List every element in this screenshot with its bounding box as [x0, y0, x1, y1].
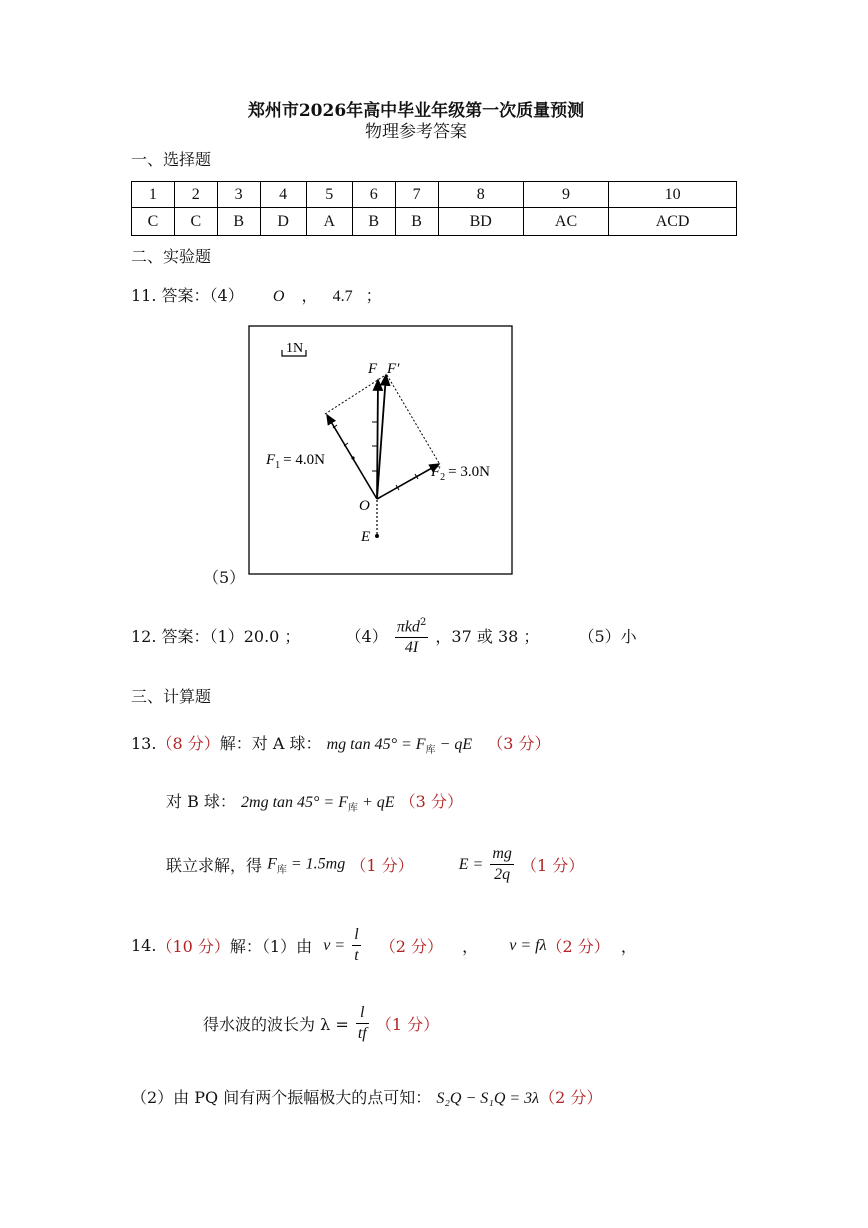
q13-num: 13. [131, 734, 157, 753]
q13-score: （8 分） [156, 734, 220, 753]
q13-eqA-l: mg tan 45° = F [326, 736, 426, 753]
q13-introC: 联立求解，得 [166, 856, 268, 875]
table-cell: A [306, 208, 352, 236]
choice-answer-table [131, 181, 737, 236]
section-choice-title: 一、选择题 [131, 150, 212, 169]
label-F2 [430, 464, 490, 483]
table-row-numbers [132, 182, 737, 208]
section-calc-title: 三、计算题 [131, 687, 212, 706]
table-cell: D [260, 208, 306, 236]
table-cell: 4 [260, 182, 306, 208]
table-row-answers [132, 208, 737, 236]
q14-sep: ， [462, 937, 479, 956]
label-F1 [265, 452, 325, 471]
table-cell: ACD [609, 208, 737, 236]
q14-score1: （2 分） [379, 937, 444, 956]
q13-eqC-sub: 库 [276, 865, 287, 876]
q13-line-b [166, 789, 463, 814]
q13-eqC-r: = 1.5mg [286, 855, 346, 873]
label-F-prime: F′ [387, 361, 400, 377]
q11-answer-line [131, 283, 382, 306]
q12-frac-sup: 2 [419, 617, 427, 628]
table-cell: 8 [438, 182, 523, 208]
page-title: 郑州市2026年高中毕业年级第一次质量预测 [247, 101, 585, 121]
q12-label: 12. 答案：（1）20.0 ； [131, 627, 301, 647]
table-cell: 5 [306, 182, 352, 208]
q13-line-a [131, 731, 550, 756]
table-cell: 6 [352, 182, 395, 208]
q13-fraction [490, 844, 514, 885]
q13-eqB-r: + qE [358, 794, 395, 811]
q14-eq2: v = fλ [509, 936, 547, 954]
q13-scoreA: （3 分） [487, 734, 551, 753]
page-subtitle: 物理参考答案 [365, 122, 467, 142]
q13-eqB-l: 2mg tan 45° = F [241, 794, 348, 811]
q12-frac-den: 4I [404, 639, 419, 657]
q11-part5-label: （5） [203, 568, 246, 587]
q13-scoreB: （3 分） [399, 792, 463, 811]
q12-fraction [395, 613, 429, 658]
q14-score: （10 分） [156, 937, 230, 956]
table-cell: B [352, 208, 395, 236]
q13-eqC-l: F [267, 855, 277, 873]
q12-mid: ，37 或 38 ； [435, 627, 540, 647]
q13-introB: 对 B 球： [166, 792, 236, 811]
q12-answer-line [131, 613, 637, 658]
label-F1-symbol: F [266, 452, 276, 468]
q14-line-3 [131, 1085, 602, 1108]
force-diagram [248, 325, 514, 577]
parallel-line-1 [325, 376, 384, 414]
q14-score2: （2 分） [546, 937, 610, 956]
q14-eq3-num: l [356, 1003, 369, 1024]
label-F2-value: = 3.0N [448, 464, 490, 480]
q11-point: O [272, 288, 285, 305]
q14-eq4: S₂Q − S₁Q = 3λ [436, 1090, 540, 1107]
q13-eqD-num: mg [490, 844, 514, 865]
q12-part5: （5）小 [578, 627, 637, 647]
label-F2-symbol: F [431, 464, 441, 480]
table-cell: C [132, 208, 175, 236]
q13-intro: 解：对 A 球： [219, 734, 322, 753]
q14-eq1-num: l [352, 925, 360, 946]
table-cell: B [395, 208, 438, 236]
q14-score4: （2 分） [539, 1088, 603, 1107]
q14-eq1-l: v = [323, 936, 346, 954]
q12-frac-num: πkd [396, 618, 420, 636]
q12-frac-num-wrap [395, 613, 429, 638]
table-cell: C [174, 208, 217, 236]
label-O: O [359, 498, 370, 514]
q14-line-1 [131, 925, 637, 966]
table-cell: 1 [132, 182, 175, 208]
point-E [375, 534, 379, 538]
q13-eqA-sub: 库 [425, 745, 436, 757]
table-cell: AC [523, 208, 608, 236]
q14-intro: 解：（1）由 [229, 937, 313, 956]
q13-scoreD: （1 分） [521, 856, 585, 875]
label-F2-sub: 2 [440, 472, 446, 483]
q14-score3: （1 分） [375, 1015, 440, 1034]
scale-label: 1N [286, 341, 304, 356]
q14-sep2: ， [620, 937, 637, 956]
q12-part4: （4） [345, 627, 388, 647]
section-experiment-title: 二、实验题 [131, 247, 212, 266]
q14-num: 14. [131, 936, 157, 955]
q14-eq3-den: tf [357, 1025, 367, 1042]
vector-F2 [377, 464, 439, 499]
q13-eqB-sub: 库 [348, 803, 358, 815]
label-E: E [361, 529, 371, 545]
q13-eqA-r: − qE [435, 736, 473, 753]
table-cell: 7 [395, 182, 438, 208]
table-cell: 2 [174, 182, 217, 208]
table-cell: 3 [217, 182, 260, 208]
table-cell: 10 [609, 182, 737, 208]
q14-intro3: 得水波的波长为 λ = [203, 1015, 349, 1034]
label-F1-value: = 4.0N [283, 452, 325, 468]
table-cell: BD [438, 208, 523, 236]
point-F1 [351, 456, 354, 459]
q13-line-c [166, 844, 584, 885]
q11-sep: ， [301, 286, 318, 305]
q11-value: 4.7 [332, 288, 353, 305]
table-cell: 9 [523, 182, 608, 208]
q14-eq1-den: t [354, 947, 359, 964]
q14-fraction-1 [352, 925, 360, 966]
q14-intro4: （2）由 PQ 间有两个振幅极大的点可知： [131, 1088, 432, 1107]
label-F: F [368, 361, 378, 377]
q13-scoreC: （1 分） [350, 856, 414, 875]
q14-line-2 [203, 1003, 439, 1044]
q13-eqD-den: 2q [494, 866, 511, 883]
q11-end: ； [365, 286, 382, 305]
q11-label: 11. 答案：（4） [131, 286, 244, 305]
q13-eqD-l: E = [458, 855, 484, 873]
label-F1-sub: 1 [275, 460, 281, 471]
q14-fraction-2 [356, 1003, 369, 1044]
parallel-line-2 [387, 375, 439, 463]
table-cell: B [217, 208, 260, 236]
